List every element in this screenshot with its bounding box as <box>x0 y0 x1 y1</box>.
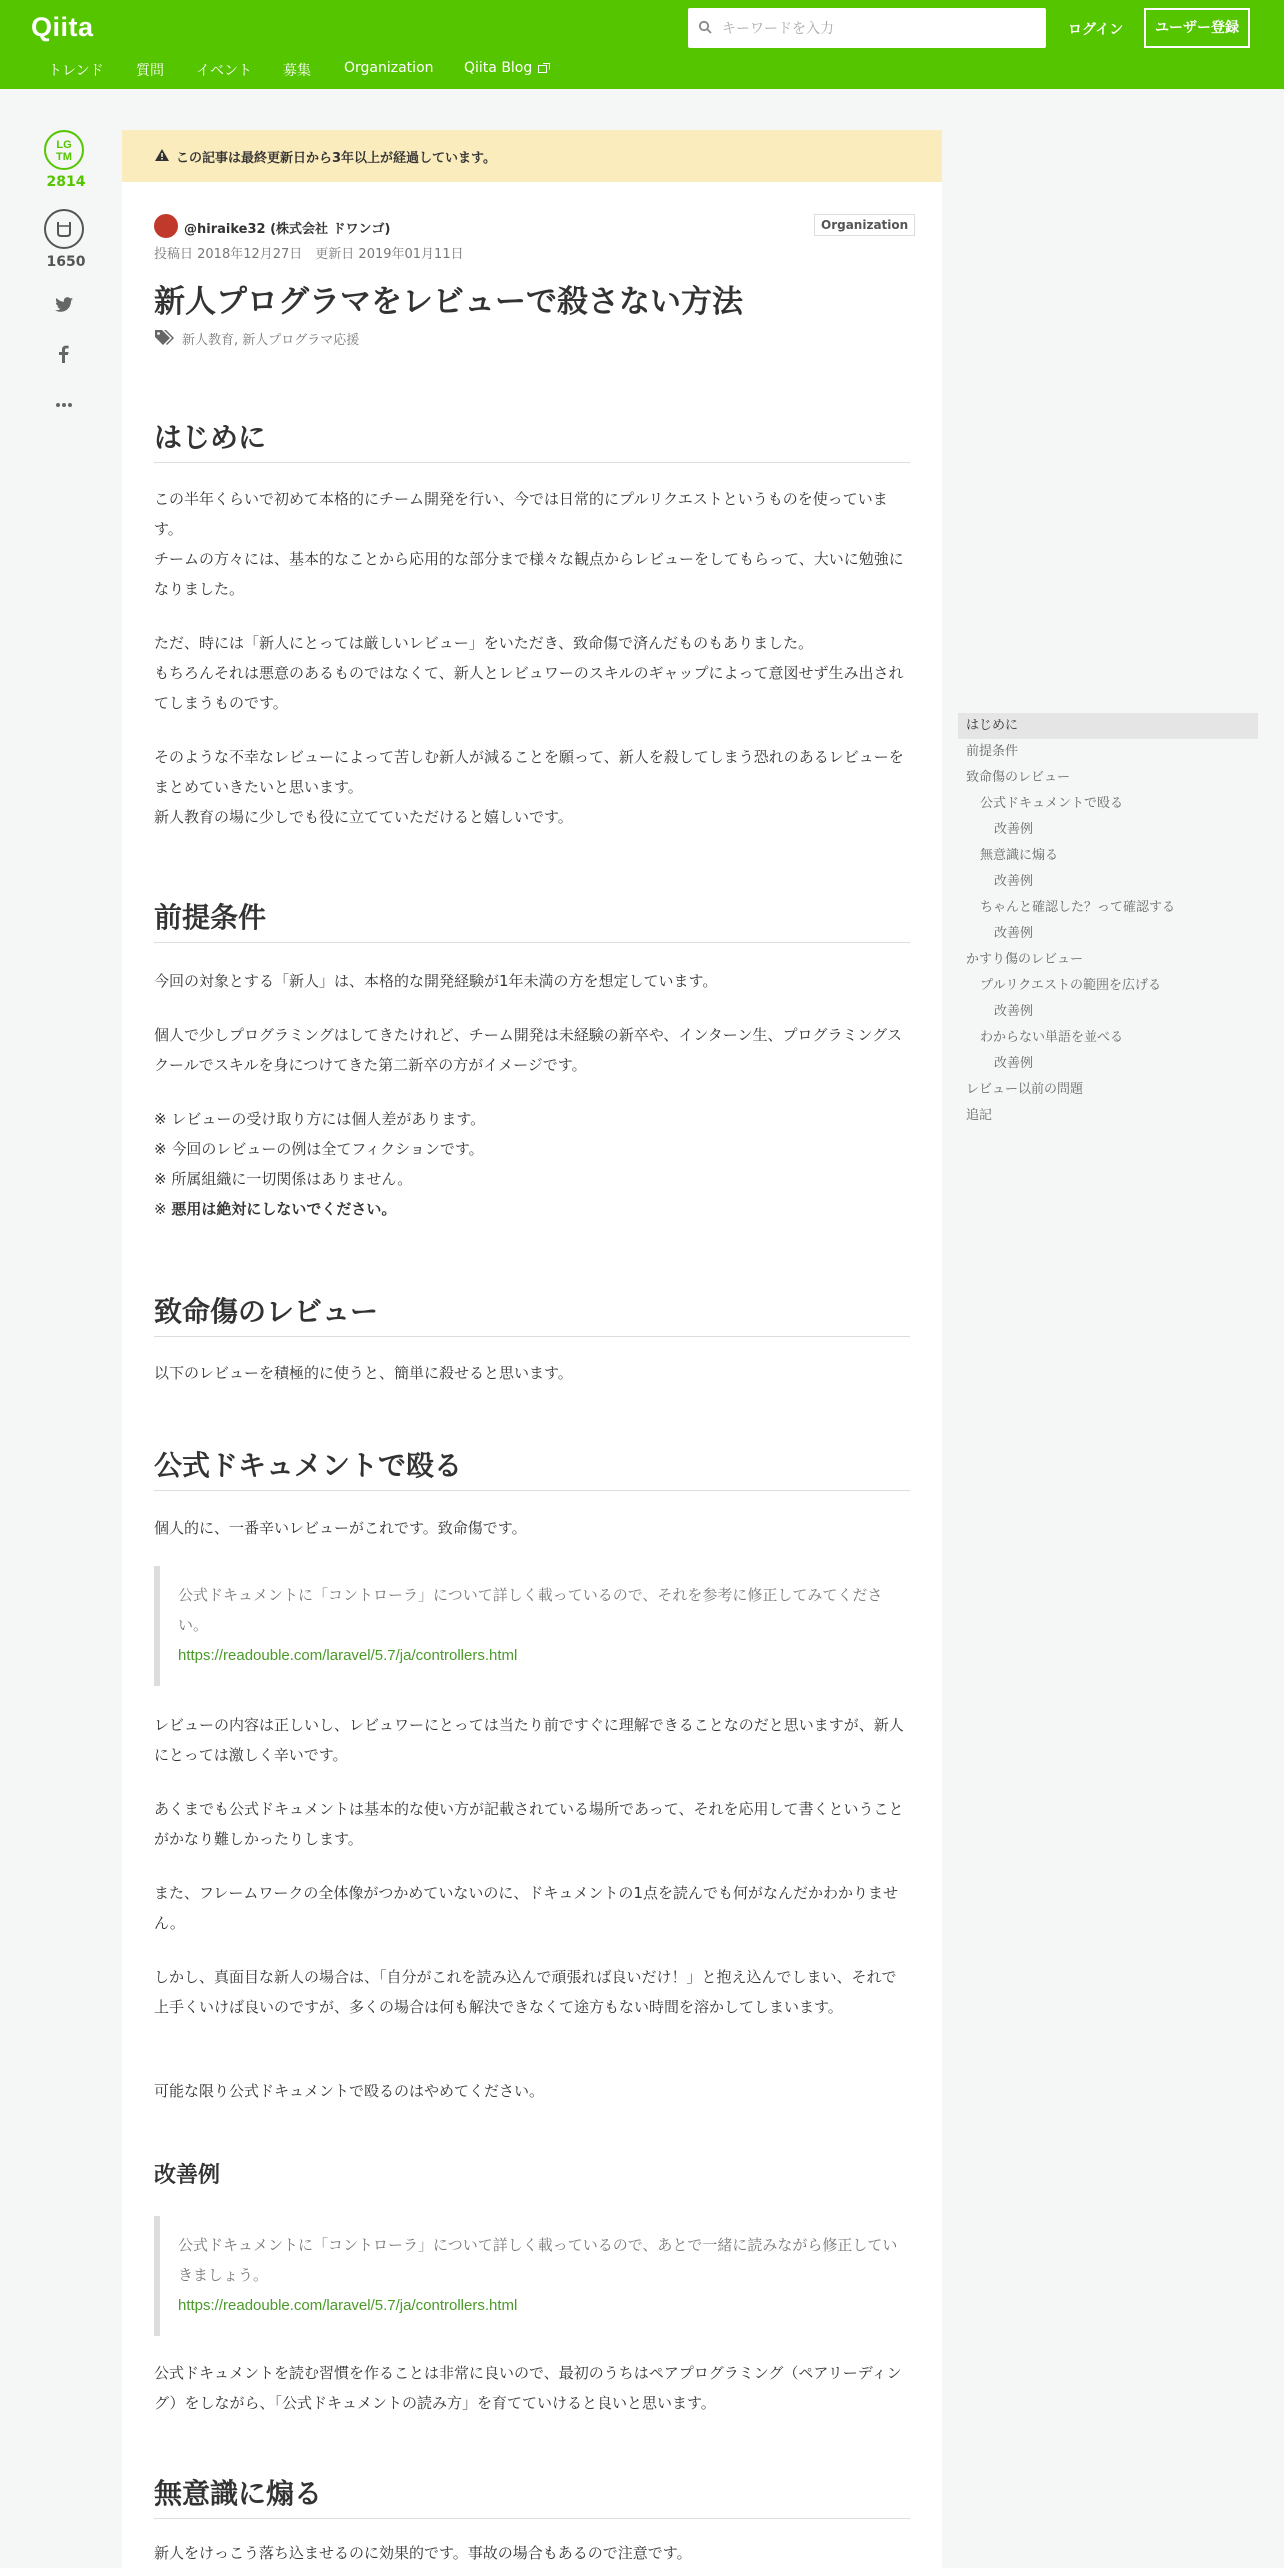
signup-button[interactable]: ユーザー登録 <box>1144 8 1250 48</box>
quote-text: 公式ドキュメントに「コントローラ」について詳しく載っているので、それを参考に修正してみてください。 <box>178 1586 883 1634</box>
note: ※ 今回のレビューの例は全てフィクションです。 <box>154 1140 484 1158</box>
heading-improvement: 改善例 <box>154 2163 221 2188</box>
paragraph: 個人で少しプログラミングはしてきたけれど、チーム開発は未経験の新卒や、インターン生、プログラミングスクールでスキルを身につけてきた第二新卒の方がイメージです。 <box>154 1026 903 1074</box>
quote-text: 公式ドキュメントに「コントローラ」について詳しく載っているので、あとで一緒に読みながら修正していきましょう。 <box>178 2236 898 2284</box>
note: ※ 所属組織に一切関係はありません。 <box>154 1170 413 1188</box>
search-icon <box>698 19 712 38</box>
nav-organization[interactable]: Organization <box>344 60 434 76</box>
search-box[interactable] <box>688 8 1046 48</box>
toc-item[interactable]: 追記 <box>966 1108 993 1123</box>
author-avatar[interactable] <box>154 214 178 238</box>
warning-icon <box>154 147 170 166</box>
lgtm-button[interactable]: LG TM <box>44 130 84 170</box>
stock-count: 1650 <box>46 254 86 270</box>
toc-item[interactable]: 改善例 <box>994 1004 1034 1019</box>
login-link[interactable]: ログイン <box>1068 22 1124 38</box>
heading-introduction: はじめに <box>154 416 910 463</box>
heading-unconscious-provoke: 無意識に煽る <box>154 2472 910 2519</box>
paragraph: 個人的に、一番辛いレビューがこれです。致命傷です。 <box>154 1519 527 1537</box>
stock-button[interactable] <box>44 209 84 249</box>
nav-trend[interactable]: トレンド <box>48 63 104 79</box>
post-dates: 投稿日 2018年12月27日 更新日 2019年01月11日 <box>154 247 464 262</box>
nav-questions[interactable]: 質問 <box>136 63 164 79</box>
nav-recruit[interactable]: 募集 <box>283 63 311 79</box>
paragraph: また、フレームワークの全体像がつかめていないのに、ドキュメントの1点を読んでも何がなんだかわかりません。 <box>154 1884 898 1932</box>
table-of-contents <box>958 713 1258 1129</box>
heading-prerequisites: 前提条件 <box>154 896 910 943</box>
toc-item[interactable]: はじめに <box>958 713 1258 739</box>
note-bold: 悪用は絶対にしないでください。 <box>171 1200 397 1218</box>
paragraph: 公式ドキュメントを読む習慣を作ることは非常に良いので、最初のうちはペアプログラミング（ペアリーディング）をしながら、「公式ドキュメントの読み方」を育てていけると良いと思います。 <box>154 2364 902 2412</box>
nav-events[interactable]: イベント <box>196 63 252 79</box>
quote-link[interactable]: https://readouble.com/laravel/5.7/ja/controllers.html <box>178 1647 518 1664</box>
blockquote <box>154 1566 910 1686</box>
toc-item[interactable]: レビュー以前の問題 <box>966 1082 1084 1097</box>
nav-qiita-blog[interactable] <box>464 60 550 76</box>
quote-link[interactable]: https://readouble.com/laravel/5.7/ja/controllers.html <box>178 2297 518 2314</box>
toc-item[interactable]: 公式ドキュメントで殴る <box>980 796 1124 811</box>
paragraph: 新人教育の場に少しでも役に立てていただけると嬉しいです。 <box>154 808 573 826</box>
search-input[interactable] <box>720 8 1040 50</box>
qiita-logo[interactable]: Qiita <box>31 12 94 42</box>
author-name[interactable]: @hiraike32 (株式会社 ドワンゴ) <box>184 222 391 237</box>
toc-item[interactable]: わからない単語を並べる <box>980 1030 1124 1045</box>
paragraph: そのような不幸なレビューによって苦しむ新人が減ることを願って、新人を殺してしまう恐れのあるレビューをまとめていきたいと思います。 <box>154 748 904 796</box>
paragraph: ただ、時には「新人にとっては厳しいレビュー」をいただき、致命傷で済んだものもありました。 <box>154 634 814 652</box>
toc-item[interactable]: 改善例 <box>994 1056 1034 1071</box>
paragraph: チームの方々には、基本的なことから応用的な部分まで様々な観点からレビューをしてもらって、大いに勉強になりました。 <box>154 550 904 598</box>
paragraph: 新人をけっこう落ち込ませるのに効果的です。事故の場合もあるので注意です。 <box>154 2544 692 2562</box>
facebook-icon[interactable] <box>54 344 74 368</box>
note-prefix: ※ <box>154 1200 172 1218</box>
toc-item[interactable]: ちゃんと確認した？って確認する <box>980 900 1176 915</box>
toc-item[interactable]: 改善例 <box>994 822 1034 837</box>
toc-item[interactable]: 改善例 <box>994 926 1034 941</box>
toc-item[interactable]: かすり傷のレビュー <box>966 952 1084 967</box>
external-link-icon <box>538 63 550 73</box>
article <box>122 130 942 2568</box>
stock-icon <box>46 211 82 247</box>
heading-official-docs: 公式ドキュメントで殴る <box>154 1444 910 1491</box>
site-header <box>0 0 1284 89</box>
article-title: 新人プログラマをレビューで殺さない方法 <box>154 284 743 320</box>
toc-item[interactable]: プルリクエストの範囲を広げる <box>980 978 1161 993</box>
blockquote <box>154 2216 910 2336</box>
paragraph: しかし、真面目な新人の場合は、「自分がこれを読み込んで頑張れば良いだけ！」と抱え込んでしまい、それで上手くいけば良いのですが、多くの場合は何も解決できなくて途方もない時間を溶かしてしまいます。 <box>154 1968 897 2016</box>
note <box>154 1194 910 1224</box>
note: ※ レビューの受け取り方には個人差があります。 <box>154 1110 486 1128</box>
paragraph: 以下のレビューを積極的に使うと、簡単に殺せると思います。 <box>154 1364 573 1382</box>
toc-item[interactable]: 改善例 <box>994 874 1034 889</box>
notice-text: この記事は最終更新日から3年以上が経過しています。 <box>176 151 497 166</box>
paragraph: あくまでも公式ドキュメントは基本的な使い方が記載されている場所であって、それを応用して書くということがかなり難しかったりします。 <box>154 1800 904 1848</box>
organization-badge[interactable]: Organization <box>814 214 915 236</box>
paragraph: 可能な限り公式ドキュメントで殴るのはやめてください。 <box>154 2082 545 2100</box>
paragraph: もちろんそれは悪意のあるものではなくて、新人とレビュワーのスキルのギャップによって意図せず生み出されてしまうものです。 <box>154 664 904 712</box>
paragraph: この半年くらいで初めて本格的にチーム開発を行い、今では日常的にプルリクエストというものを使っています。 <box>154 490 888 538</box>
nav-qiita-blog-label: Qiita Blog <box>464 60 533 76</box>
article-tags[interactable]: 新人教育, 新人プログラマ応援 <box>182 333 360 348</box>
twitter-icon[interactable] <box>54 296 74 318</box>
paragraph: レビューの内容は正しいし、レビュワーにとっては当たり前ですぐに理解できることなのだと思いますが、新人にとっては激しく辛いです。 <box>154 1716 904 1764</box>
heading-fatal-reviews: 致命傷のレビュー <box>154 1290 910 1337</box>
lgtm-count: 2814 <box>46 174 86 190</box>
toc-item[interactable]: 前提条件 <box>966 744 1019 759</box>
paragraph: 今回の対象とする「新人」は、本格的な開発経験が1年未満の方を想定しています。 <box>154 972 718 990</box>
toc-item[interactable]: 致命傷のレビュー <box>966 770 1071 785</box>
tags-icon <box>154 328 176 350</box>
outdated-notice <box>122 130 942 182</box>
more-icon[interactable] <box>54 394 74 413</box>
toc-item[interactable]: 無意識に煽る <box>980 848 1059 863</box>
